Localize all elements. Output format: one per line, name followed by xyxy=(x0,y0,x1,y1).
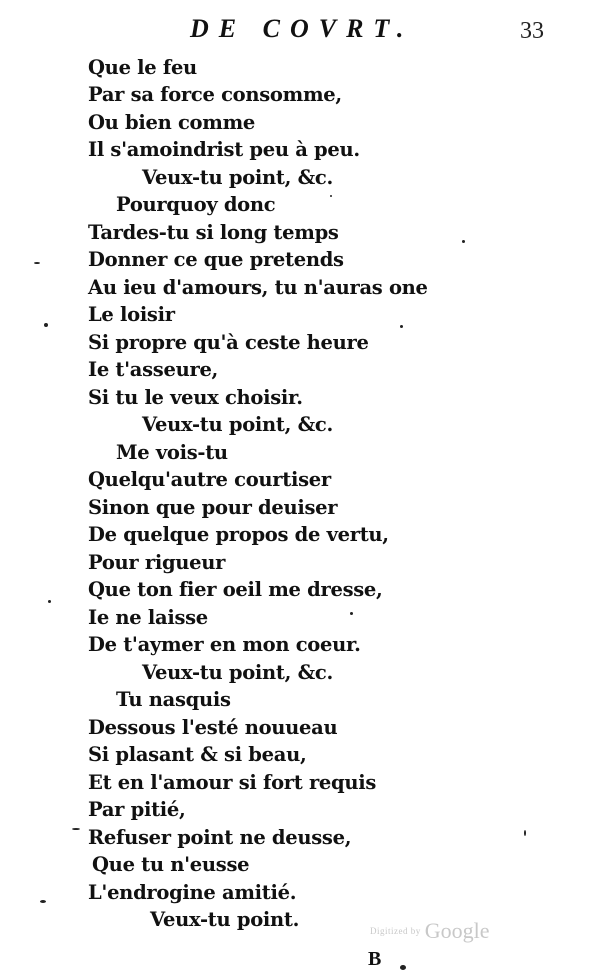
refrain-line: Veux-tu point, &c. xyxy=(142,413,333,436)
ink-speck xyxy=(48,600,51,603)
verse-line: L'endrogine amitié. xyxy=(88,881,297,904)
ink-speck xyxy=(34,262,40,264)
verse-line: Que ton fier oeil me dresse, xyxy=(88,578,383,601)
refrain-line: Veux-tu point. xyxy=(150,908,300,931)
digitization-watermark xyxy=(370,918,490,944)
ink-speck xyxy=(330,195,332,197)
ink-speck xyxy=(44,323,48,327)
verse-line: Si plasant & si beau, xyxy=(88,743,307,766)
ink-speck xyxy=(400,965,406,970)
running-title: DE COVRT. xyxy=(190,14,414,43)
verse-line: Me vois-tu xyxy=(116,441,228,464)
verse-line: Il s'amoindrist peu à peu. xyxy=(88,138,360,161)
verse-line: Ie t'asseure, xyxy=(88,358,219,381)
verse-line: Si tu le veux choisir. xyxy=(88,386,303,409)
refrain-line: Veux-tu point, &c. xyxy=(142,661,333,684)
page-number: 33 xyxy=(520,18,544,44)
verse-line: Que le feu xyxy=(88,56,197,79)
verse-line: Le loisir xyxy=(88,303,175,326)
verse-line: Donner ce que pretends xyxy=(88,248,344,271)
verse-line: Si propre qu'à ceste heure xyxy=(88,331,369,354)
verse-line: Pourquoy donc xyxy=(116,193,276,216)
verse-line: Tu nasquis xyxy=(116,688,231,711)
verse-line: De quelque propos de vertu, xyxy=(88,523,389,546)
ink-speck xyxy=(524,830,526,836)
verse-line: De t'aymer en mon coeur. xyxy=(88,633,361,656)
verse-line: Ou bien comme xyxy=(88,111,256,134)
verse-line: Par sa force consomme, xyxy=(88,83,342,106)
ink-speck xyxy=(462,240,465,243)
ink-speck xyxy=(400,325,403,328)
verse-line: Et en l'amour si fort requis xyxy=(88,771,377,794)
verse-line: Tardes-tu si long temps xyxy=(88,221,339,244)
verse-line: Ie ne laisse xyxy=(88,606,208,629)
verse-line: Quelqu'autre courtiser xyxy=(88,468,331,491)
verse-line: Dessous l'esté nouueau xyxy=(88,716,338,739)
google-logo: Google xyxy=(424,918,490,943)
watermark-caption: Digitized by xyxy=(370,926,421,936)
verse-line: Par pitié, xyxy=(88,798,186,821)
refrain-line: Veux-tu point, &c. xyxy=(142,166,333,189)
verse-line: Sinon que pour deuiser xyxy=(88,496,338,519)
verse-line: Que tu n'eusse xyxy=(92,853,250,876)
ink-speck xyxy=(40,900,46,903)
ink-speck xyxy=(72,828,80,830)
ink-speck xyxy=(350,612,353,615)
verse-line: Au ieu d'amours, tu n'auras one xyxy=(88,276,428,299)
catchword: B xyxy=(368,948,382,970)
verse-line: Pour rigueur xyxy=(88,551,226,574)
verse-line: Refuser point ne deusse, xyxy=(88,826,352,849)
